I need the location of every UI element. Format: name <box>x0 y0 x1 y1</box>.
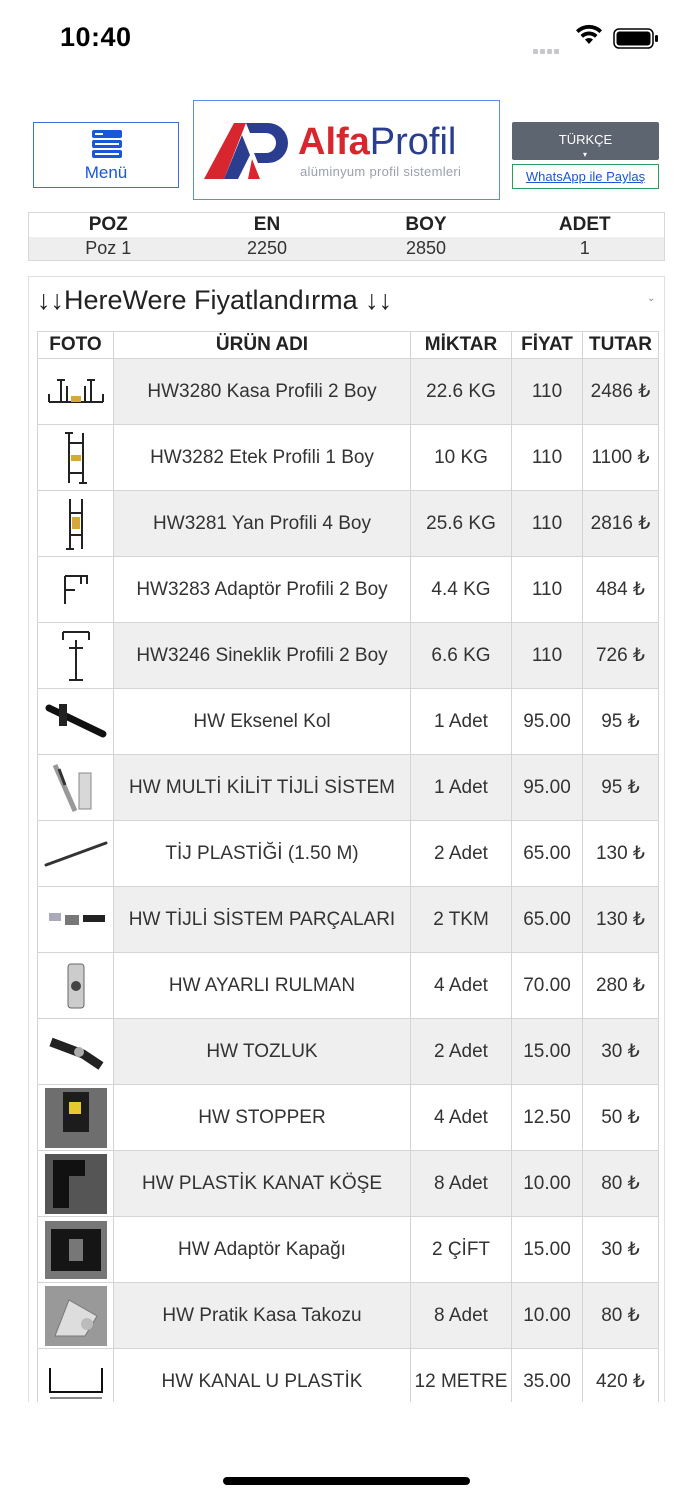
item-quantity: 12 METRE <box>411 1349 512 1415</box>
whatsapp-share-button[interactable]: WhatsApp ile Paylaş <box>512 164 659 189</box>
adet-header: ADET <box>558 214 611 235</box>
item-quantity: 10 KG <box>411 425 512 491</box>
item-price: 10.00 <box>512 1283 583 1349</box>
item-row <box>38 557 659 623</box>
item-row <box>38 623 659 689</box>
item-name: HW Eksenel Kol <box>114 689 411 755</box>
pricing-panel <box>28 276 665 1416</box>
price-header: FİYAT <box>512 332 583 359</box>
frame-wedge-icon <box>38 1286 113 1346</box>
poz-header: POZ <box>88 214 128 235</box>
item-name: HW3283 Adaptör Profili 2 Boy <box>114 557 411 623</box>
product-name-header: ÜRÜN ADI <box>114 332 411 359</box>
item-name: HW3246 Sineklik Profili 2 Boy <box>114 623 411 689</box>
item-photo <box>38 821 114 887</box>
rod-parts-icon <box>38 905 113 935</box>
item-price: 15.00 <box>512 1019 583 1085</box>
wifi-icon <box>574 24 604 51</box>
item-photo <box>38 623 114 689</box>
status-bar <box>0 0 693 80</box>
brand-tagline: alüminyum profil sistemleri <box>300 164 462 179</box>
stopper-icon <box>38 1088 113 1148</box>
brand-name-part2: Profil <box>369 121 457 163</box>
item-quantity: 1 Adet <box>411 689 512 755</box>
item-price: 12.50 <box>512 1085 583 1151</box>
language-select[interactable] <box>512 122 659 160</box>
quantity-header: MİKTAR <box>411 332 512 359</box>
item-photo <box>38 1217 114 1283</box>
item-price: 110 <box>512 491 583 557</box>
item-total: 280 ₺ <box>583 953 659 1019</box>
menu-button[interactable] <box>33 122 179 188</box>
item-name: HW AYARLI RULMAN <box>114 953 411 1019</box>
item-photo <box>38 557 114 623</box>
item-quantity: 8 Adet <box>411 1151 512 1217</box>
item-name: HW TOZLUK <box>114 1019 411 1085</box>
item-total: 95 ₺ <box>583 689 659 755</box>
item-name: HW MULTİ KİLİT TİJLİ SİSTEM <box>114 755 411 821</box>
item-photo <box>38 1085 114 1151</box>
pricing-title[interactable]: ↓↓HereWere Fiyatlandırma ↓↓ <box>37 285 393 315</box>
item-row <box>38 1085 659 1151</box>
item-quantity: 2 Adet <box>411 1019 512 1085</box>
item-row <box>38 821 659 887</box>
item-quantity: 2 TKM <box>411 887 512 953</box>
item-name: HW3281 Yan Profili 4 Boy <box>114 491 411 557</box>
lock-system-icon <box>38 759 113 817</box>
item-name: HW3280 Kasa Profili 2 Boy <box>114 359 411 425</box>
item-quantity: 2 ÇİFT <box>411 1217 512 1283</box>
item-total: 95 ₺ <box>583 755 659 821</box>
item-photo <box>38 359 114 425</box>
item-quantity: 2 Adet <box>411 821 512 887</box>
brand-name <box>298 121 456 164</box>
item-row <box>38 491 659 557</box>
item-quantity: 4.4 KG <box>411 557 512 623</box>
bottom-area <box>0 1402 693 1500</box>
item-price: 95.00 <box>512 689 583 755</box>
item-name: HW Adaptör Kapağı <box>114 1217 411 1283</box>
item-total: 420 ₺ <box>583 1349 659 1415</box>
item-name: HW TİJLİ SİSTEM PARÇALARI <box>114 887 411 953</box>
item-row <box>38 689 659 755</box>
item-total: 484 ₺ <box>583 557 659 623</box>
item-row <box>38 1019 659 1085</box>
handle-icon <box>38 700 113 744</box>
item-row <box>38 953 659 1019</box>
adapter-cap-icon <box>38 1221 113 1279</box>
item-total: 50 ₺ <box>583 1085 659 1151</box>
item-row <box>38 1217 659 1283</box>
u-channel-icon <box>38 1358 113 1406</box>
item-photo <box>38 425 114 491</box>
en-header: EN <box>253 214 281 235</box>
caret-down-icon: ▾ <box>583 150 588 159</box>
photo-header: FOTO <box>38 332 114 359</box>
items-table <box>37 331 659 1415</box>
en-value: 2250 <box>188 237 347 261</box>
item-photo <box>38 689 114 755</box>
item-total: 130 ₺ <box>583 821 659 887</box>
rod-plastic-icon <box>38 839 113 869</box>
item-photo <box>38 1019 114 1085</box>
item-total: 30 ₺ <box>583 1019 659 1085</box>
item-name: HW PLASTİK KANAT KÖŞE <box>114 1151 411 1217</box>
item-quantity: 4 Adet <box>411 1085 512 1151</box>
item-total: 80 ₺ <box>583 1283 659 1349</box>
item-photo <box>38 887 114 953</box>
item-photo <box>38 491 114 557</box>
brand-name-part1: Alfa <box>298 121 370 163</box>
total-header: TUTAR <box>583 332 659 359</box>
item-name: HW STOPPER <box>114 1085 411 1151</box>
item-name: HW3282 Etek Profili 1 Boy <box>114 425 411 491</box>
item-price: 15.00 <box>512 1217 583 1283</box>
item-price: 110 <box>512 359 583 425</box>
item-row <box>38 1151 659 1217</box>
item-price: 65.00 <box>512 821 583 887</box>
item-price: 35.00 <box>512 1349 583 1415</box>
item-total: 130 ₺ <box>583 887 659 953</box>
item-photo <box>38 1283 114 1349</box>
language-label: TÜRKÇE <box>558 132 613 147</box>
item-price: 70.00 <box>512 953 583 1019</box>
item-row <box>38 755 659 821</box>
position-row <box>29 237 665 261</box>
item-photo <box>38 1151 114 1217</box>
item-total: 1100 ₺ <box>583 425 659 491</box>
item-name: TİJ PLASTİĞİ (1.50 M) <box>114 821 411 887</box>
item-name: HW KANAL U PLASTİK <box>114 1349 411 1415</box>
item-price: 110 <box>512 557 583 623</box>
corner-icon <box>38 1154 113 1214</box>
adet-value: 1 <box>506 237 665 261</box>
boy-value: 2850 <box>347 237 506 261</box>
item-price: 110 <box>512 623 583 689</box>
roller-icon <box>38 960 113 1012</box>
home-indicator[interactable] <box>223 1477 470 1485</box>
frame-profile-icon <box>38 372 113 412</box>
position-table <box>28 212 665 261</box>
skirt-profile-icon <box>38 429 113 487</box>
item-row <box>38 359 659 425</box>
menu-label: Menü <box>84 163 128 182</box>
logo-mark-icon <box>202 119 292 186</box>
brand-logo[interactable] <box>193 100 500 200</box>
item-price: 110 <box>512 425 583 491</box>
item-quantity: 22.6 KG <box>411 359 512 425</box>
screen-profile-icon <box>38 626 113 686</box>
signal-icon <box>533 41 561 59</box>
item-total: 30 ₺ <box>583 1217 659 1283</box>
item-total: 80 ₺ <box>583 1151 659 1217</box>
item-quantity: 4 Adet <box>411 953 512 1019</box>
boy-header: BOY <box>405 214 447 235</box>
item-quantity: 1 Adet <box>411 755 512 821</box>
item-price: 10.00 <box>512 1151 583 1217</box>
item-row <box>38 1283 659 1349</box>
item-photo <box>38 953 114 1019</box>
item-price: 95.00 <box>512 755 583 821</box>
chevron-down-icon[interactable]: ⌄ <box>647 293 656 304</box>
adapter-profile-icon <box>38 570 113 610</box>
side-profile-icon <box>38 495 113 553</box>
item-total: 2816 ₺ <box>583 491 659 557</box>
item-quantity: 25.6 KG <box>411 491 512 557</box>
item-total: 726 ₺ <box>583 623 659 689</box>
menu-icon <box>91 129 123 164</box>
item-row <box>38 425 659 491</box>
poz-value: Poz 1 <box>29 237 188 261</box>
battery-icon <box>613 28 659 55</box>
item-photo <box>38 755 114 821</box>
status-time: 10:40 <box>60 22 132 52</box>
item-name: HW Pratik Kasa Takozu <box>114 1283 411 1349</box>
item-total: 2486 ₺ <box>583 359 659 425</box>
dust-cap-icon <box>38 1030 113 1074</box>
item-quantity: 6.6 KG <box>411 623 512 689</box>
item-quantity: 8 Adet <box>411 1283 512 1349</box>
item-row <box>38 887 659 953</box>
item-price: 65.00 <box>512 887 583 953</box>
